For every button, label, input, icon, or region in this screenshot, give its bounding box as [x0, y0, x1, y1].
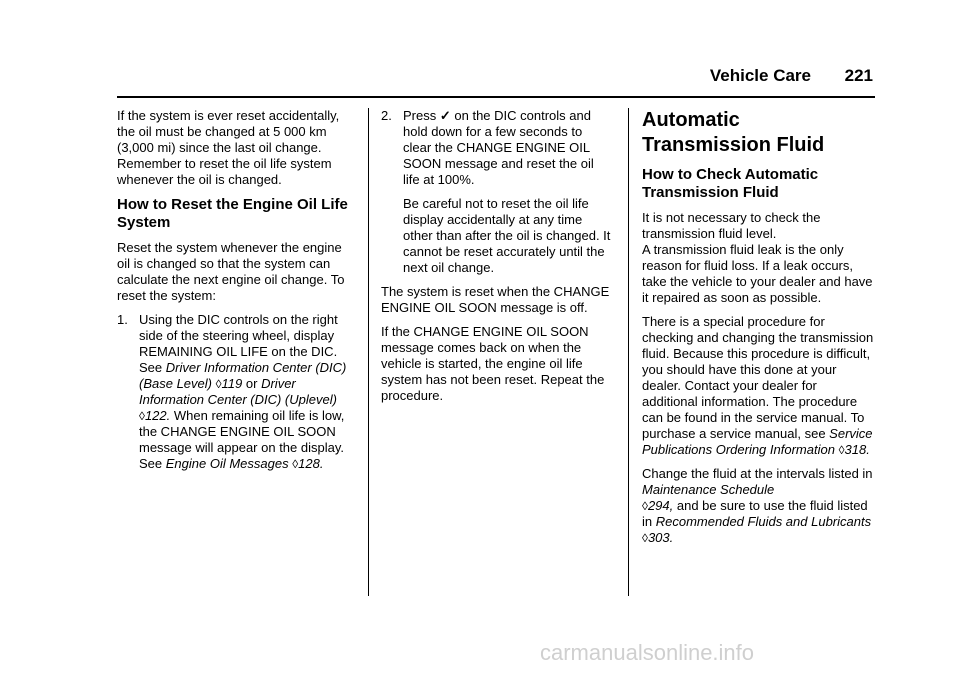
link-dic-uplevel[interactable]: Driver Information Center (DIC) (Uplevel) [139, 376, 337, 407]
link-engine-oil-messages[interactable]: Engine Oil Messages [165, 456, 289, 471]
page-ref[interactable]: 294, [647, 498, 674, 513]
paragraph: If the system is ever reset accidentally, the oil must be changed at 5 000 km (3,000 mi) since the last oil change. Remember to reset the oil life system whenever the oil is changed. [117, 108, 340, 187]
reference-icon: ◊ [292, 457, 299, 471]
link-recommended-fluids[interactable]: Recommended Fluids and Lubricants [655, 514, 872, 529]
paragraph: The system is reset when the CHANGE ENGINE OIL SOON message is off. [381, 284, 610, 315]
column-divider [628, 108, 629, 596]
step-number: 1. [117, 312, 128, 327]
paragraph-text: A transmission fluid leak is the only reason for fluid loss. If a leak occurs, take the vehicle to your dealer and have it repaired as soon as possible. [642, 242, 873, 305]
link-maintenance-schedule[interactable]: Maintenance Schedule [642, 482, 775, 497]
section-title: Vehicle Care [709, 66, 811, 85]
page-header [663, 66, 873, 94]
step-2 [381, 108, 611, 188]
watermark: carmanualsonline.info [540, 640, 755, 665]
page-ref[interactable]: 128. [298, 456, 324, 471]
page-ref[interactable]: 318. [844, 442, 870, 457]
or-label: or [245, 376, 258, 391]
paragraph-text: and be sure to use the fluid listed in [642, 498, 868, 529]
column-divider [368, 108, 369, 596]
reference-icon: ◊ [838, 443, 845, 457]
step-text: Using the DIC controls on the right side of the steering wheel, display REMAINING OIL LIFE on the DIC. [139, 312, 338, 359]
reference-icon: ◊ [642, 531, 648, 545]
paragraph [642, 314, 874, 458]
column-3 [642, 108, 874, 554]
paragraph [642, 210, 874, 306]
link-dic-base[interactable]: Driver Information Center (DIC) (Base Level) [139, 360, 347, 391]
step-text: Press [403, 108, 437, 123]
page-ref[interactable]: 122. [144, 408, 171, 423]
link-service-publications[interactable]: Service Publications Ordering Information [642, 426, 873, 457]
paragraph-text: Change the fluid at the intervals listed in [642, 466, 873, 481]
paragraph: If the CHANGE ENGINE OIL SOON message comes back on when the vehicle is started, the engine oil life system has not been reset. Repeat the procedure. [381, 324, 605, 403]
page-number: 221 [844, 66, 873, 85]
paragraph [642, 466, 874, 546]
checkmark-icon: ✓ [439, 108, 451, 123]
reference-icon: ◊ [642, 499, 648, 513]
paragraph: Reset the system whenever the engine oil is changed so that the system can calculate the next engine oil change. To reset the system: [117, 240, 345, 303]
header-rule [117, 96, 875, 98]
column-2 [381, 108, 611, 412]
step-number: 2. [381, 108, 392, 123]
see-label: See [139, 360, 163, 375]
heading-check-transmission-fluid: How to Check Automatic Transmission Fluid [642, 166, 819, 201]
page-ref[interactable]: 119 [221, 376, 243, 391]
reference-icon: ◊ [139, 409, 145, 423]
paragraph-text: It is not necessary to check the transmission fluid level. [642, 210, 821, 241]
column-1 [117, 108, 357, 480]
paragraph-text: There is a special procedure for checking and changing the transmission fluid. Because this procedure is difficult, you should have this done at your dealer. Contact your dealer for additional information. The procedure can be found in the service manual. To purchase a service manual, see [642, 314, 874, 441]
page-ref[interactable]: 303. [647, 530, 674, 545]
step-2-note: Be careful not to reset the oil life display accidentally at any time other than after the oil is changed. It cannot be reset accurately until the next oil change. [403, 196, 611, 275]
heading-automatic-transmission-fluid: Automatic Transmission Fluid [642, 109, 825, 156]
step-text: on the DIC controls and hold down for a few seconds to clear the CHANGE ENGINE OIL SOON message and reset the oil life at 100%. [403, 108, 594, 187]
step-text: When remaining oil life is low, the CHANGE ENGINE OIL SOON message will appear on the display. See [139, 408, 345, 471]
heading-reset-oil-life: How to Reset the Engine Oil Life System [117, 196, 348, 231]
step-1 [117, 312, 357, 472]
reference-icon: ◊ [215, 377, 222, 391]
